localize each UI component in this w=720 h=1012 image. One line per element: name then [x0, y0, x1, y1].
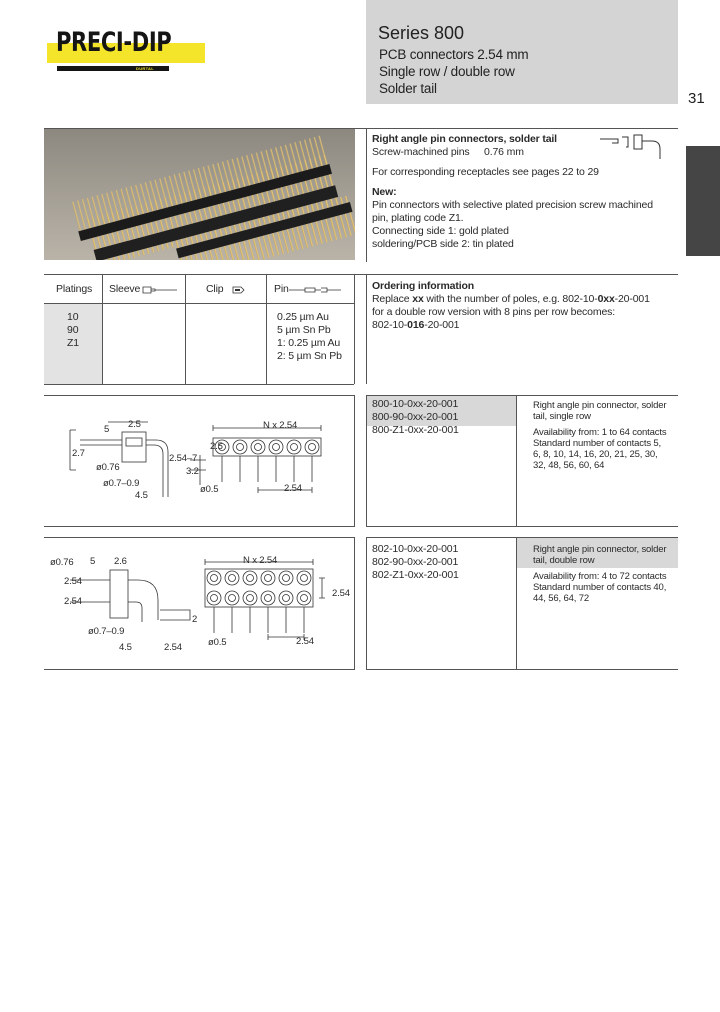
dim-double-i: 2 [192, 614, 198, 625]
ordering-title: Ordering information [372, 280, 475, 292]
dim-double-g: 4.5 [119, 642, 132, 653]
table-header-divider [44, 303, 354, 304]
dim-single-b: 5 [104, 424, 110, 435]
divider [266, 275, 267, 384]
divider [102, 275, 103, 384]
part-number: 802-Z1-0xx-20-001 [372, 569, 459, 581]
dim-double-f: ø0.7–0.9 [88, 626, 125, 637]
divider [44, 274, 678, 275]
side-tab-marker [686, 146, 720, 256]
divider [354, 537, 355, 670]
divider [354, 275, 355, 384]
col-header-clip: Clip [206, 283, 224, 295]
double-row-availability: Standard number of contacts 40, [533, 582, 667, 593]
subtitle-line-2: Single row / double row [379, 64, 515, 79]
product-photo [44, 129, 355, 260]
dim-double-c: 2.6 [114, 556, 127, 567]
divider [366, 669, 678, 670]
dim-single-c: 2.7 [72, 448, 85, 459]
dim-single-e: ø0.7–0.9 [103, 478, 140, 489]
double-row-desc: tail, double row [533, 555, 595, 566]
double-row-availability: 44, 56, 64, 72 [533, 593, 590, 604]
divider [366, 128, 367, 262]
connector-icon [598, 131, 670, 161]
pin-icon [288, 285, 342, 295]
ordering-line-1: Replace xx with the number of poles, e.g. 802-10-0xx-20-001 [372, 293, 650, 305]
double-row-desc: Right angle pin connector, solder [533, 544, 667, 555]
new-line-4: soldering/PCB side 2: tin plated [372, 238, 514, 250]
plating-code-z1: Z1 [67, 337, 79, 349]
new-line-3: Connecting side 1: gold plated [372, 225, 509, 237]
part-number: 802-10-0xx-20-001 [372, 543, 459, 555]
dim-single-d: ø0.76 [96, 462, 120, 473]
dim-single-i: 2.5 [210, 441, 223, 452]
divider [366, 526, 678, 527]
col-header-pin: Pin [274, 283, 289, 295]
pin-plating-3: 1: 0.25 µm Au [277, 337, 341, 349]
dim-double-l: 2.54 [296, 636, 314, 647]
dim-double-h: 2.54 [164, 642, 182, 653]
plating-code-90: 90 [67, 324, 79, 336]
col-header-platings: Platings [56, 283, 93, 295]
dim-single-k: ø0.5 [200, 484, 219, 495]
dim-single-h: 3.2 [186, 466, 199, 477]
pins-value: 0.76 mm [484, 146, 524, 158]
col-header-sleeve: Sleeve [109, 283, 141, 295]
divider [366, 537, 367, 670]
dim-double-k: ø0.5 [208, 637, 227, 648]
divider [44, 669, 354, 670]
part-number: 802-90-0xx-20-001 [372, 556, 459, 568]
part-number: 800-10-0xx-20-001 [372, 398, 459, 410]
pin-plating-1: 0.25 µm Au [277, 311, 329, 323]
pin-plating-2: 5 µm Sn Pb [277, 324, 331, 336]
dim-single-j: N x 2.54 [263, 420, 298, 431]
single-row-availability: 32, 48, 56, 60, 64 [533, 460, 605, 471]
dim-double-e: 2.54 [64, 596, 82, 607]
product-title: Right angle pin connectors, solder tail [372, 133, 557, 145]
subtitle-line-3: Solder tail [379, 81, 437, 96]
dim-single-l: 2.54 [284, 483, 302, 494]
logo: PRECI-DIP [56, 27, 172, 58]
clip-icon [232, 285, 246, 295]
dim-single-f: 4.5 [135, 490, 148, 501]
part-number: 800-90-0xx-20-001 [372, 411, 459, 423]
single-row-desc: tail, single row [533, 411, 591, 422]
part-number: 800-Z1-0xx-20-001 [372, 424, 459, 436]
dim-double-b: 5 [90, 556, 96, 567]
divider [44, 395, 354, 396]
divider [354, 395, 355, 527]
new-line-1: Pin connectors with selective plated precision screw machined [372, 199, 653, 211]
divider [44, 384, 354, 385]
new-label: New: [372, 186, 397, 198]
divider [44, 537, 354, 538]
dim-double-j: N x 2.54 [243, 555, 278, 566]
new-line-2: pin, plating code Z1. [372, 212, 464, 224]
divider [516, 395, 517, 527]
series-title: Series 800 [378, 23, 465, 43]
page-number: 31 [688, 90, 705, 107]
ordering-line-2: for a double row version with 8 pins per row becomes: [372, 306, 616, 318]
pins-label: Screw-machined pins [372, 146, 470, 158]
dim-double-m: 2.54 [332, 588, 350, 599]
single-row-availability: 6, 8, 10, 14, 16, 20, 21, 25, 30, [533, 449, 658, 460]
dim-double-d: 2.54 [64, 576, 82, 587]
single-row-desc: Right angle pin connector, solder [533, 400, 667, 411]
single-row-availability: Standard number of contacts 5, [533, 438, 662, 449]
dim-single-a: 2.5 [128, 419, 141, 430]
receptacles-note: For corresponding receptacles see pages 22 to 29 [372, 166, 599, 178]
dim-double-a: ø0.76 [50, 557, 74, 568]
divider [185, 275, 186, 384]
ordering-line-3: 802-10-016-20-001 [372, 319, 460, 331]
logo-subtext: DURTAL [136, 66, 154, 71]
plating-code-10: 10 [67, 311, 79, 323]
dim-single-g: 2.54–7 [169, 453, 198, 464]
double-row-availability: Availability from: 4 to 72 contacts [533, 571, 667, 582]
divider [366, 275, 367, 384]
single-row-availability: Availability from: 1 to 64 contacts [533, 427, 667, 438]
sleeve-icon [142, 285, 178, 295]
divider [44, 526, 354, 527]
subtitle-line-1: PCB connectors 2.54 mm [379, 47, 529, 62]
pin-plating-4: 2: 5 µm Sn Pb [277, 350, 342, 362]
